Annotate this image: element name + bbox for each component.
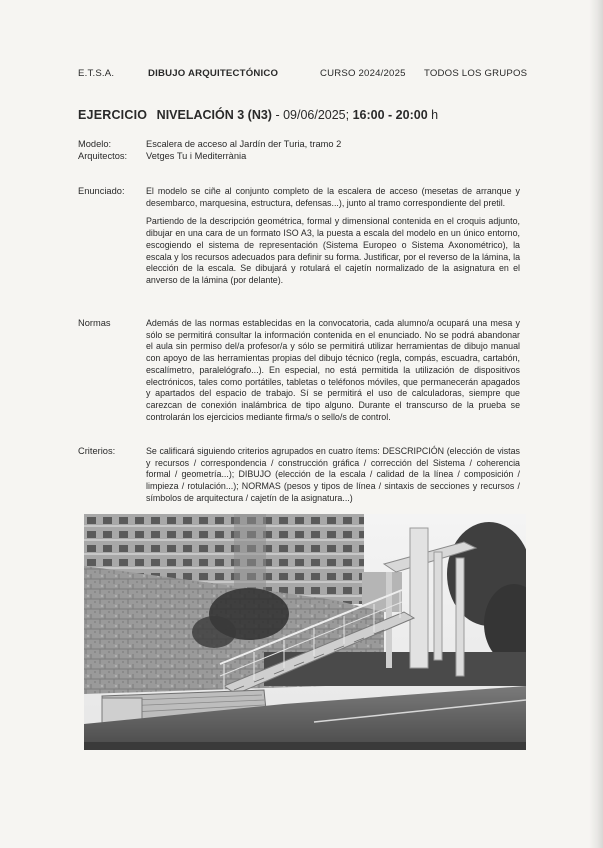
statement-label: Enunciado:	[78, 186, 125, 196]
criteria-text	[146, 446, 520, 512]
model-label: Modelo:	[78, 139, 112, 149]
criteria-paragraph: Se calificará siguiendo criterios agrupados en cuatro ítems: DESCRIPCIÓN (elección de vistas y recursos / correspondencia / construcción gráfica / corrección del Sistema / coherencia formal / geometría...); DIBUJO (elección de la escala / calidad de la línea / composición / limpieza / rotulación...); NORMAS (pesos y tipos de línea / sintaxis de secciones y recursos / símbolos de arquitectura / cajetín de la asignatura...)	[146, 446, 520, 503]
statement-paragraph-2: Partiendo de la descripción geométrica, formal y dimensional contenida en el croquis adjunto, dibujar en una cara de un formato ISO A3, la puesta a escala del modelo en un único entorno, escogiendo el sistema de representación (Sistema Europeo o Sistema Axonométrico), la escala y los recursos adecuados para definir su forma. Justificar, por el reverso de la lámina, la elección de la escala. Se dibujará y rotulará el cajetín normalizado de la asignatura en el anverso de la lámina (por delante).	[146, 216, 520, 285]
architects-label: Arquitectos:	[78, 151, 128, 161]
statement-paragraph-1: El modelo se ciñe al conjunto completo de la escalera de acceso (mesetas de arranque y desembarco, marquesina, estructura, defensas...), junto al tramo correspondiente del pretil.	[146, 186, 520, 208]
rules-label: Normas	[78, 318, 111, 328]
groups-label: TODOS LOS GRUPOS	[424, 68, 528, 79]
paper-edge-shadow	[589, 0, 603, 848]
architects-value: Vetges Tu i Mediterrània	[146, 151, 247, 161]
criteria-label: Criterios:	[78, 446, 116, 456]
school-name: E.T.S.A.	[78, 68, 115, 79]
staircase-photo-drawing	[84, 514, 526, 750]
exercise-title	[78, 108, 438, 122]
exercise-level: NIVELACIÓN 3 (N3)	[156, 108, 272, 122]
exercise-time-unit: h	[427, 108, 439, 122]
exercise-time: 16:00 - 20:00	[352, 108, 428, 122]
course-year: CURSO 2024/2025	[320, 68, 406, 79]
rules-text	[146, 318, 520, 430]
exercise-date: - 09/06/2025;	[271, 108, 353, 122]
rules-paragraph: Además de las normas establecidas en la convocatoria, cada alumno/a ocupará una mesa y sólo se permitirá consultar la información contenida en el enunciado. No se podrá abandonar el aula sin permiso del/a profesor/a y sólo se permitirá utilizar herramientas de dibujo manual con apoyo de las herramientas propias del dibujo técnico (regla, compás, escuadra, cartabón, escalímetro, paralelógrafo...). En especial, no está permitida la utilización de dispositivos electrónicos, tales como portátiles, tabletas o teléfonos móviles, que permanecerán apagados y apartados del espacio de trabajo. Sí se permitirá el uso de calculadoras, siempre que carezcan de conexión inalámbrica de tipo alguno. Durante el transcurso de la prueba se controlarán los ejercicios mediante firma/s o sello/s de control.	[146, 318, 520, 422]
subject-name: DIBUJO ARQUITECTÓNICO	[148, 68, 279, 79]
statement-text	[146, 186, 520, 294]
model-value: Escalera de acceso al Jardín der Turia, tramo 2	[146, 139, 342, 149]
staircase-photo	[84, 514, 526, 750]
concrete-pillar	[410, 528, 428, 668]
exercise-label: EJERCICIO	[78, 108, 148, 122]
